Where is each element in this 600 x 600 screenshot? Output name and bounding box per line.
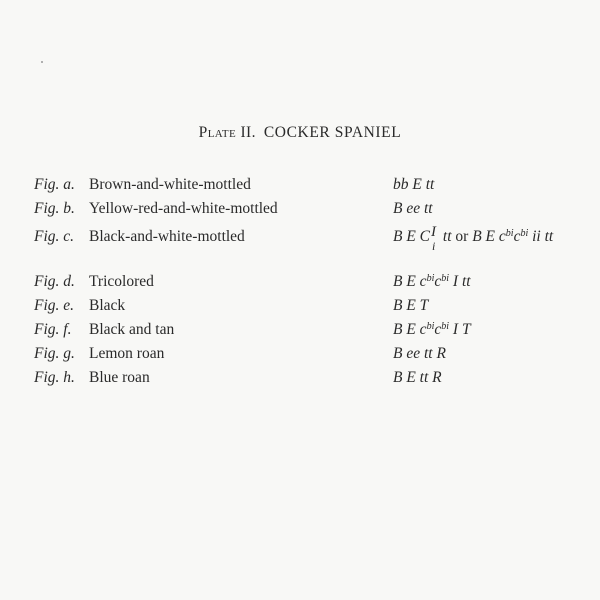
figure-row [0, 224, 600, 253]
figure-genotype: B E C I i tt or B E $c^{bi}c^{bi}$ ii tt [393, 224, 554, 253]
paper-speck [41, 61, 43, 63]
figure-label: Fig. e. [34, 297, 75, 314]
figure-row [0, 174, 600, 196]
figure-label: Fig. d. [34, 273, 75, 290]
figure-genotype: B E $c^{bi}c^{bi}$ I T [393, 321, 471, 338]
figure-row [0, 198, 600, 220]
figure-genotype: B E T [393, 297, 429, 314]
figure-genotype: bb E tt [393, 176, 435, 193]
breed-name: COCKER SPANIEL [263, 124, 402, 141]
plate-title [0, 124, 600, 142]
figure-genotype: B ee tt R [393, 345, 446, 362]
plate-number: Plate II. [198, 124, 256, 141]
figure-label: Fig. a. [34, 176, 75, 193]
figure-row [0, 295, 600, 317]
figure-genotype: B E $c^{bi}c^{bi}$ I tt [393, 273, 471, 290]
figure-label: Fig. c. [34, 228, 75, 245]
figure-genotype: B E tt R [393, 369, 442, 386]
figure-row [0, 343, 600, 365]
figure-description: Brown-and-white-mottled [89, 176, 251, 193]
figure-description: Blue roan [89, 369, 150, 386]
or-separator: or [451, 228, 473, 245]
figure-label: Fig. b. [34, 200, 75, 217]
figure-label: Fig. g. [34, 345, 75, 362]
figure-label: Fig. f. [34, 321, 72, 338]
figure-description: Black-and-white-mottled [89, 228, 245, 245]
figure-row [0, 367, 600, 389]
figure-description: Lemon roan [89, 345, 165, 362]
figure-description: Tricolored [89, 273, 154, 290]
figure-row [0, 319, 600, 341]
figure-description: Black [89, 297, 126, 314]
figure-label: Fig. h. [34, 369, 75, 386]
figure-description: Black and tan [89, 321, 175, 338]
figure-row [0, 271, 600, 293]
figure-description: Yellow-red-and-white-mottled [89, 200, 278, 217]
figure-genotype: B ee tt [393, 200, 433, 217]
allele-stack: I i [431, 224, 437, 253]
